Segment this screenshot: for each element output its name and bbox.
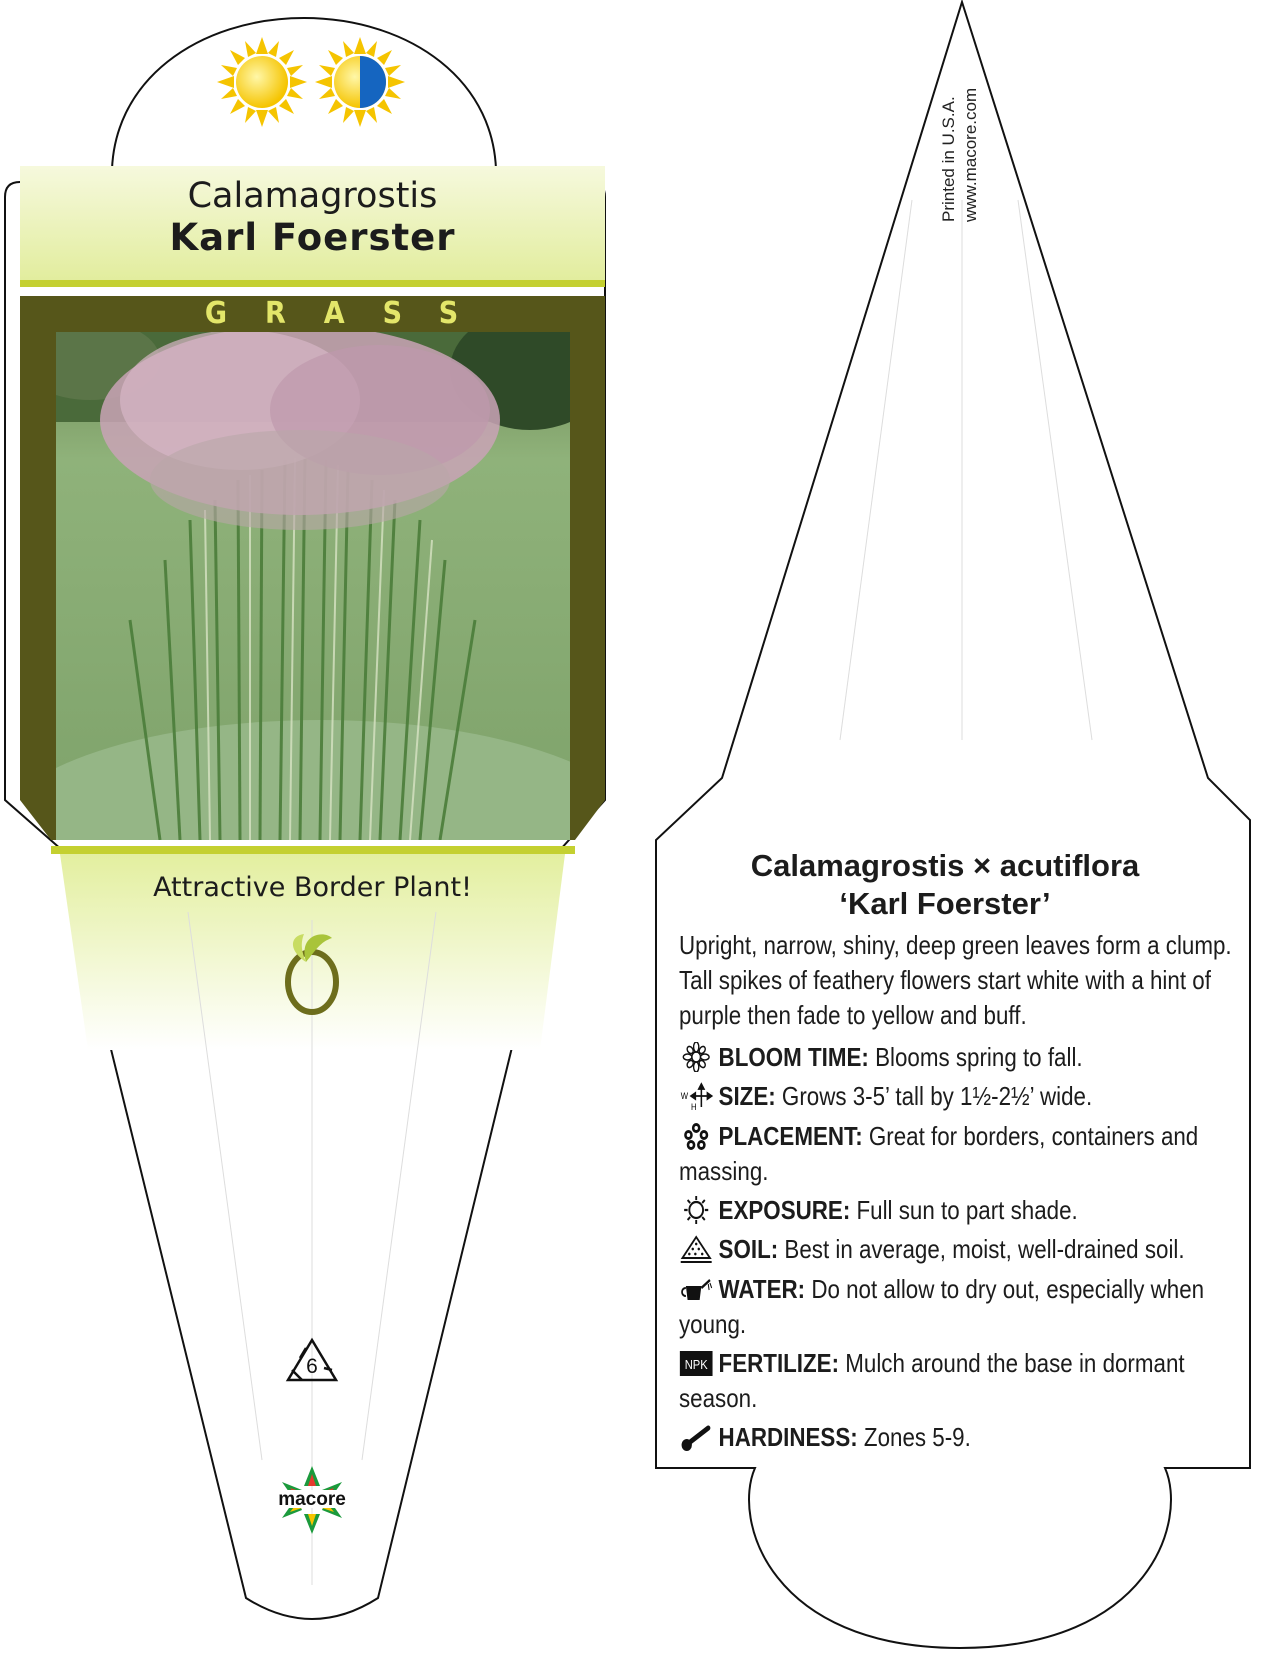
attr-water	[679, 1272, 1247, 1342]
plant-title-genus: Calamagrostis	[187, 176, 438, 216]
flower-icon	[679, 1042, 713, 1072]
placement-icon	[679, 1121, 713, 1151]
plant-tagline: Attractive Border Plant!	[153, 872, 472, 903]
attr-label: WATER:	[718, 1274, 806, 1304]
attr-size	[679, 1079, 1247, 1114]
attr-soil	[679, 1232, 1247, 1267]
attr-placement	[679, 1119, 1247, 1189]
attr-text: Full sun to part shade.	[856, 1195, 1078, 1225]
printed-info	[938, 52, 1108, 222]
tagline-band-accent-line	[51, 846, 575, 854]
attr-bloom-time	[679, 1040, 1247, 1075]
full-sun-icon	[217, 37, 307, 127]
plant-description: Upright, narrow, shiny, deep green leaves form a clump. Tall spikes of feathery flowers start white with a hint of purple then fade to yellow and buff.	[679, 930, 1232, 1030]
attr-text: Best in average, moist, well-drained soil.	[784, 1234, 1185, 1264]
attr-text: Great for borders, containers and massing.	[679, 1121, 1199, 1186]
attr-label: FERTILIZE:	[718, 1348, 840, 1378]
attr-hardiness	[679, 1420, 1247, 1455]
recycle-number: 6	[306, 1355, 318, 1378]
macore-logo-text: macore	[278, 1489, 346, 1510]
plant-title-cultivar: Karl Foerster	[169, 216, 456, 259]
attr-label: BLOOM TIME:	[718, 1042, 869, 1072]
attr-text: Zones 5-9.	[863, 1422, 971, 1452]
soil-icon	[679, 1234, 713, 1264]
attr-label: EXPOSURE:	[718, 1195, 851, 1225]
npk-icon	[679, 1348, 713, 1378]
part-shade-icon	[315, 37, 405, 127]
thermometer-icon	[679, 1422, 713, 1452]
attr-label: PLACEMENT:	[718, 1121, 863, 1151]
watering-can-icon	[679, 1274, 713, 1304]
attr-text: Grows 3-5’ tall by 1½-2½’ wide.	[781, 1081, 1093, 1111]
svg-text:H: H	[691, 1101, 697, 1111]
attr-label: HARDINESS:	[718, 1422, 858, 1452]
cultivar-name: ‘Karl Foerster’	[839, 886, 1051, 921]
attr-label: SOIL:	[718, 1234, 779, 1264]
size-wh-icon	[679, 1081, 713, 1111]
svg-text:NPK: NPK	[684, 1357, 708, 1373]
botanical-name: Calamagrostis × acutiflora	[750, 848, 1140, 883]
sun-icon	[679, 1195, 713, 1225]
plant-category: GRASS	[204, 296, 497, 331]
printed-website: www.macore.com	[961, 87, 980, 222]
title-band-accent-line	[20, 280, 605, 287]
attr-fertilize	[679, 1346, 1247, 1416]
attr-label: SIZE:	[718, 1081, 776, 1111]
printed-country: Printed in U.S.A.	[939, 96, 958, 222]
attr-text: Mulch around the base in dormant season.	[679, 1348, 1185, 1413]
attr-text: Do not allow to dry out, especially when young.	[679, 1274, 1205, 1339]
attr-text: Blooms spring to fall.	[875, 1042, 1083, 1072]
svg-text:W: W	[680, 1090, 689, 1102]
attr-exposure	[679, 1193, 1247, 1228]
